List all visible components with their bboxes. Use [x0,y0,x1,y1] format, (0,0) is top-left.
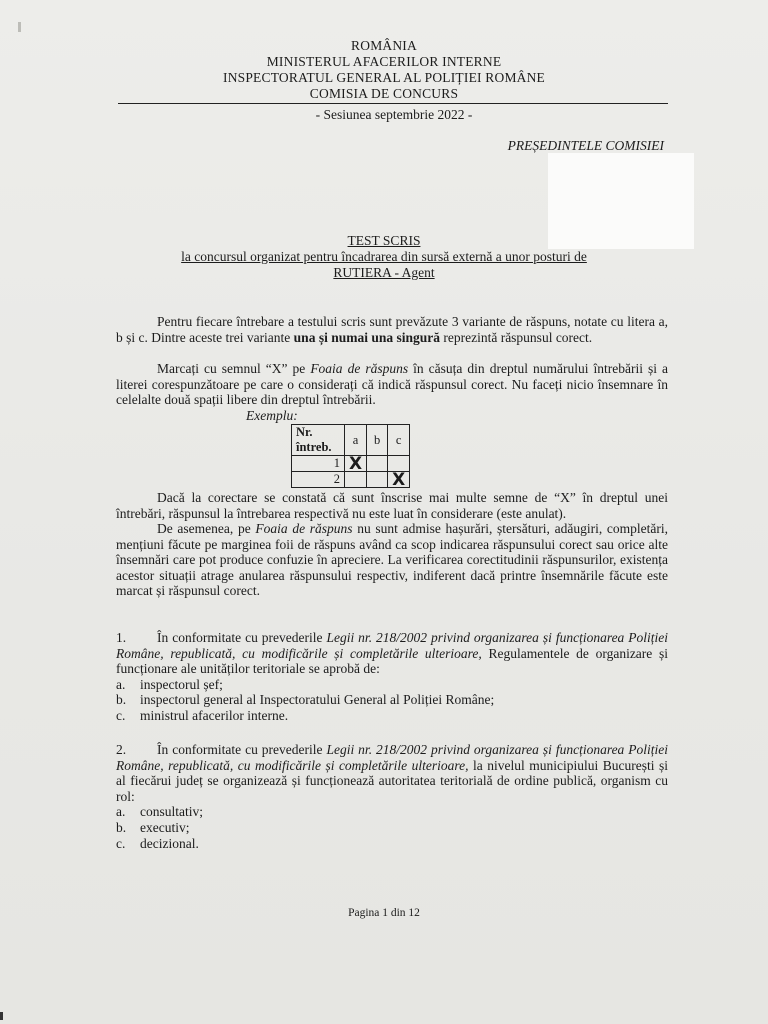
law-reference: Legii nr. 218/2002 privind organizarea și funcționarea Poliției Române, republicată, cu modificările și completările ulterioare, [116,630,669,661]
answer-options [116,677,668,724]
question-intro: În conformitate cu prevederile [157,630,327,645]
answer-mark [345,472,367,488]
table-header-b: b [367,425,388,456]
president-label: PREȘEDINTELE COMISIEI [507,138,664,153]
test-position: RUTIERA - Agent [333,265,435,280]
table-header-a: a [345,425,367,456]
header-divider [118,103,668,104]
answer-option [116,708,668,724]
option-letter: a. [116,676,126,692]
table-header-number: Nr. întreb. [292,425,345,456]
instruction-paragraph-4 [116,521,668,599]
option-text: consultativ; [140,804,203,820]
commission-label: COMISIA DE CONCURS [309,86,459,101]
document-header [0,38,768,102]
option-text: inspectorul general al Inspectoratului General al Poliției Române; [140,692,495,708]
answer-options [116,804,668,851]
row-number: 1 [292,456,345,472]
instruction-text: în căsuța din dreptul numărului întrebării și a literei corespunzătoare pe care o considerați că indică răspunsul corect. Nu faceți nicio însemnare în celelalte două spații libere din dreptul întrebării. [116,361,669,408]
table-header-c: c [388,425,410,456]
session-label: - Sesiunea septembrie 2022 - [315,107,473,122]
option-letter: c. [116,707,126,723]
test-subtitle: la concursul organizat pentru încadrarea din sursă externă a unor posturi de [181,249,587,264]
instruction-text: reprezintă răspunsul corect. [439,329,593,345]
option-text: executiv; [140,819,190,835]
question-intro: În conformitate cu prevederile [157,742,327,757]
instruction-paragraph-1 [116,314,668,345]
question-number: 1. [116,630,127,645]
scan-artifact [0,1012,3,1020]
instruction-text: Pentru fiecare întrebare a testului scris sunt prevăzute 3 variante de răspuns, notate cu litera a, b și c. Dintre aceste trei variante [116,314,668,345]
answer-mark [367,456,388,472]
answer-sheet-ref: Foaia de răspuns [255,521,353,536]
law-reference: Legii nr. 218/2002 privind organizarea și funcționarea Poliției Române, republicată, cu modificările și completările ulterioare, [116,742,669,773]
instruction-text: De asemenea, pe [157,521,256,536]
ministry-label: MINISTERUL AFACERILOR INTERNE [266,54,502,69]
question-text [116,630,668,677]
question-number: 2. [116,742,127,757]
instruction-paragraph-2 [116,361,668,408]
question-rest: la nivelul municipiului București și al fiecărui județ se organizează și funcționează autoritatea teritorială de ordine publică, organism cu rol: [116,757,669,804]
page-number: Pagina 1 din 12 [348,907,420,919]
answer-sheet-ref: Foaia de răspuns [310,361,409,376]
answer-mark [367,472,388,488]
question-text [116,742,668,804]
instruction-text: Marcați cu semnul “X” pe [157,361,311,376]
instruction-paragraph-3: Dacă la corectare se constată că sunt înscrise mai multe semne de “X” în dreptul unei întrebări, răspunsul la întrebarea respectivă nu este luat în considerare (este anulat). [116,490,668,521]
question-1 [116,630,668,724]
country-label: ROMÂNIA [351,38,417,53]
test-title: TEST SCRIS [347,233,421,248]
table-row [292,472,410,488]
option-letter: b. [116,819,127,835]
row-number: 2 [292,472,345,488]
option-text: inspectorul șef; [140,676,223,692]
answer-option [116,692,668,708]
question-2 [116,742,668,851]
option-letter: a. [116,804,126,820]
test-title-block [0,233,768,281]
instruction-emphasis: una și numai una singură [293,329,440,345]
example-table [291,424,410,488]
option-text: ministrul afacerilor interne. [140,707,289,723]
answer-mark: X [345,456,367,472]
option-letter: b. [116,692,127,708]
option-letter: c. [116,835,126,851]
answer-mark: X [388,472,410,488]
answer-option [116,836,668,852]
inspectorate-label: INSPECTORATUL GENERAL AL POLIȚIEI ROMÂNE [223,70,545,85]
scan-artifact [18,22,21,32]
answer-option [116,804,668,820]
answer-option [116,677,668,693]
answer-option [116,820,668,836]
question-rest: Regulamentele de organizare și funcționare ale unităților teritoriale se aprobă de: [116,645,668,677]
option-text: decizional. [140,835,199,851]
instruction-text: nu sunt admise hașurări, ștersături, adăugiri, completări, mențiuni făcute pe marginea foii de răspuns având ca scop indicarea răspunsului corect sau orice alte însemnări care pot produce confuzie în apreciere. La verificarea corectitudinii răspunsurilor, existența acestor situații atrage anularea răspunsului respectiv, indiferent dacă printre însemnările făcute este marcat și răspunsul corect. [116,521,668,599]
example-label: Exemplu: [246,408,298,423]
